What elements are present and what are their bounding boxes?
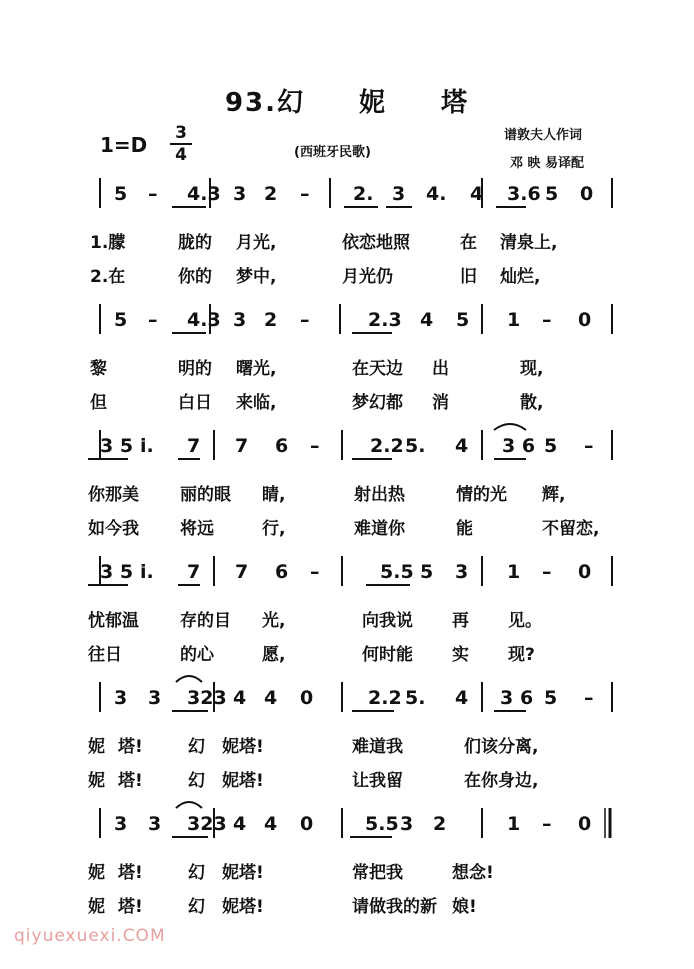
song-title-char-3: 塔 <box>441 88 470 118</box>
note: – <box>542 813 552 835</box>
note: – <box>584 435 594 457</box>
slur <box>494 424 526 430</box>
note: – <box>310 435 320 457</box>
song-title-char-2: 妮 <box>359 88 388 118</box>
lyric-word: 丽的眼 <box>180 485 231 505</box>
note: 7 <box>235 435 249 457</box>
lyric-word: 妮塔! <box>222 897 264 917</box>
lyric-word: 何时能 <box>362 645 413 665</box>
note: – <box>300 309 310 331</box>
note: 4 <box>455 687 469 709</box>
lyric-word: 黎 <box>90 359 107 379</box>
lyric-word: 请做我的新 <box>352 897 437 917</box>
note: 3 <box>148 687 162 709</box>
lyric-word: 存的目 <box>180 611 231 631</box>
note: i. <box>140 561 154 583</box>
note: 7 <box>187 435 201 457</box>
note: 3 <box>148 813 162 835</box>
lyric-word: 难道你 <box>354 519 405 539</box>
note: 0 <box>578 813 592 835</box>
lyric-word: 塔! <box>118 771 143 791</box>
lyric-word: 幻 <box>188 737 205 757</box>
lyric-word: 能 <box>456 519 473 539</box>
lyric-word: 愿, <box>262 645 286 665</box>
lyric-word: 实 <box>452 645 469 665</box>
lyric-word: 情的光 <box>456 485 507 505</box>
note: 0 <box>578 309 592 331</box>
note: 0 <box>578 561 592 583</box>
lyric-word: 但 <box>90 393 107 413</box>
note: 3 <box>455 561 469 583</box>
lyric-word: 妮 <box>88 771 105 791</box>
note: 4 <box>264 813 278 835</box>
note: 5. <box>405 687 426 709</box>
lyric-word: 塔! <box>118 863 143 883</box>
lyric-word: 灿烂, <box>500 267 541 287</box>
lyric-word: 妮塔! <box>222 737 264 757</box>
lyric-word: 塔! <box>118 737 143 757</box>
note: 3 <box>233 309 247 331</box>
lyric-word: 行, <box>262 519 286 539</box>
note: 5 <box>544 687 558 709</box>
note: 6 <box>275 561 289 583</box>
note: 2.2 <box>370 435 404 457</box>
lyric-word: 的心 <box>180 645 214 665</box>
lyric-word: 难道我 <box>352 737 403 757</box>
note: 5 <box>114 309 128 331</box>
note: 2.3 <box>368 309 402 331</box>
lyric-word: 幻 <box>188 897 205 917</box>
lyric-word: 光, <box>262 611 286 631</box>
note: 3 <box>500 687 514 709</box>
note: 0 <box>300 813 314 835</box>
note: – <box>310 561 320 583</box>
note: 3 5 <box>100 435 134 457</box>
lyric-word: 忧郁温 <box>88 611 139 631</box>
note: 7 <box>187 561 201 583</box>
note: 6 <box>275 435 289 457</box>
lyric-word: 幻 <box>188 863 205 883</box>
note: 1 <box>507 561 521 583</box>
lyric-word: 明的 <box>178 359 212 379</box>
lyric-word: 睛, <box>262 485 286 505</box>
lyric-word: 妮 <box>88 897 105 917</box>
lyric-word: 你那美 <box>88 485 139 505</box>
note: 7 <box>235 561 249 583</box>
lyric-word: 让我留 <box>352 771 403 791</box>
note: – <box>300 183 310 205</box>
lyric-word: 射出热 <box>354 485 405 505</box>
note: 5 <box>420 561 434 583</box>
note: 5.5 <box>380 561 414 583</box>
slur <box>176 802 202 808</box>
lyric-word: 出 <box>432 359 449 379</box>
lyric-word: 再 <box>452 611 469 631</box>
lyricist-credit: 谱敦夫人作词 <box>504 128 583 143</box>
lyric-word: 2.在 <box>90 267 126 287</box>
lyric-word: 消 <box>432 393 449 413</box>
lyric-word: 在 <box>460 233 477 253</box>
note: – <box>148 309 158 331</box>
lyric-word: 妮塔! <box>222 863 264 883</box>
meter-bottom: 4 <box>175 145 187 165</box>
slur <box>176 676 202 682</box>
lyric-word: 不留恋, <box>542 519 600 539</box>
note: 4 <box>455 435 469 457</box>
lyric-word: 在天边 <box>352 359 403 379</box>
note: 0 <box>580 183 594 205</box>
note: 4.3 <box>187 183 221 205</box>
lyric-word: 想念! <box>452 863 494 883</box>
lyric-word: 见。 <box>508 611 542 631</box>
lyric-word: 曙光, <box>236 359 277 379</box>
lyric-word: 梦中, <box>236 267 277 287</box>
note: – <box>584 687 594 709</box>
song-number-title: 93.幻 <box>224 88 306 118</box>
lyric-word: 1.朦 <box>90 233 126 253</box>
lyric-word: 现? <box>508 645 535 665</box>
lyric-word: 月光, <box>236 233 277 253</box>
lyric-word: 现, <box>520 359 544 379</box>
lyric-word: 常把我 <box>352 863 403 883</box>
lyric-word: 旧 <box>460 267 477 287</box>
lyric-word: 幻 <box>188 771 205 791</box>
note: 3 <box>114 813 128 835</box>
lyric-word: 妮塔! <box>222 771 264 791</box>
note: 2.2 <box>368 687 402 709</box>
note: 4 <box>470 183 484 205</box>
note: 4 <box>420 309 434 331</box>
lyric-word: 将远 <box>180 519 214 539</box>
note: 4 <box>264 687 278 709</box>
note: – <box>542 561 552 583</box>
note: 4 <box>233 687 247 709</box>
note: 4. <box>426 183 447 205</box>
note: 3 5 <box>100 561 134 583</box>
lyric-word: 辉, <box>542 485 566 505</box>
lyric-word: 你的 <box>178 267 212 287</box>
lyric-word: 来临, <box>236 393 277 413</box>
note: – <box>542 309 552 331</box>
note: 323 <box>187 687 227 709</box>
lyric-word: 如今我 <box>88 519 139 539</box>
lyric-word: 妮 <box>88 737 105 757</box>
note: 2. <box>353 183 374 205</box>
lyric-word: 胧的 <box>178 233 212 253</box>
lyric-word: 清泉上, <box>500 233 558 253</box>
note: i. <box>140 435 154 457</box>
note: 6 <box>520 687 534 709</box>
note: 5 <box>456 309 470 331</box>
lyric-word: 妮 <box>88 863 105 883</box>
meter-top: 3 <box>175 123 187 143</box>
lyric-word: 月光仍 <box>342 267 393 287</box>
lyric-word: 白日 <box>178 393 212 413</box>
note: 2 <box>264 309 278 331</box>
song-origin: (西班牙民歌) <box>294 145 371 160</box>
note: 2 <box>433 813 447 835</box>
lyric-word: 依恋地照 <box>342 233 410 253</box>
key-signature: 1=D <box>100 133 148 157</box>
lyric-word: 塔! <box>118 897 143 917</box>
note: 4.3 <box>187 309 221 331</box>
note: 3 <box>392 183 406 205</box>
lyric-word: 向我说 <box>362 611 413 631</box>
note: 1 <box>507 309 521 331</box>
lyric-word: 梦幻都 <box>352 393 403 413</box>
note: 5 <box>544 435 558 457</box>
lyric-word: 往日 <box>88 645 122 665</box>
note: 2 <box>264 183 278 205</box>
lyric-word: 娘! <box>452 897 477 917</box>
lyric-word: 在你身边, <box>464 771 539 791</box>
note: 3 <box>233 183 247 205</box>
note: 5. <box>405 435 426 457</box>
lyric-word: 们该分离, <box>464 737 539 757</box>
note: 5.5 <box>365 813 399 835</box>
note: 3 <box>400 813 414 835</box>
note: 5 <box>545 183 559 205</box>
note: 1 <box>507 813 521 835</box>
note: – <box>148 183 158 205</box>
site-watermark: qiyuexuexi.COM <box>14 926 166 946</box>
note: 3 <box>114 687 128 709</box>
note: 0 <box>300 687 314 709</box>
note: 3.6 <box>507 183 541 205</box>
translator-credit: 邓 映 易译配 <box>510 156 585 171</box>
note: 5 <box>114 183 128 205</box>
note: 4 <box>233 813 247 835</box>
note: 323 <box>187 813 227 835</box>
lyric-word: 散, <box>520 393 544 413</box>
note: 3 6 <box>502 435 536 457</box>
